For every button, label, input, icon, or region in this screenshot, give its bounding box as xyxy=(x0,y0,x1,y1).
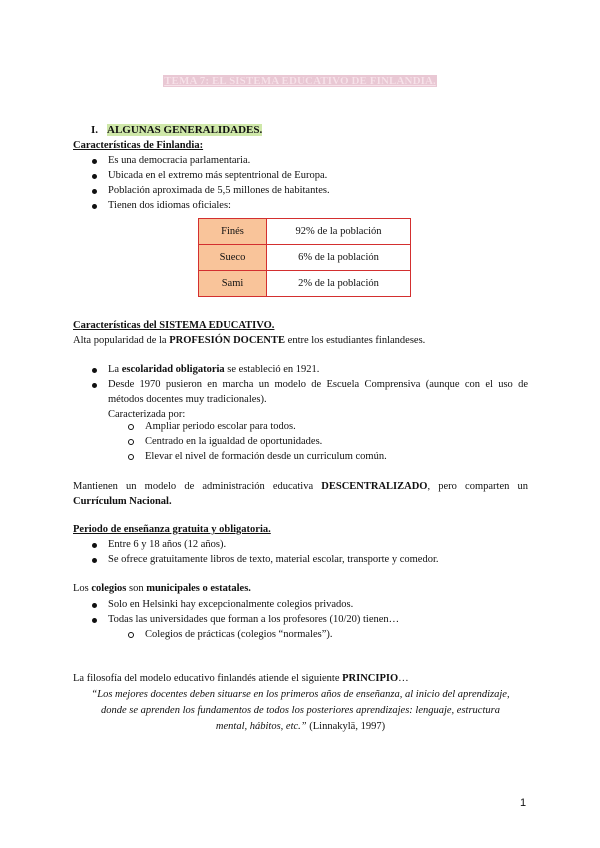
list-item-continuation: métodos docentes muy tradicionales). xyxy=(108,394,267,405)
section-1-number: I. xyxy=(91,124,99,136)
language-name: Sami xyxy=(199,271,267,297)
language-name: Sueco xyxy=(199,245,267,271)
administration-paragraph xyxy=(73,481,528,492)
principle-paragraph xyxy=(73,673,409,684)
list-item: Todas las universidades que forman a los profesores (10/20) tienen… xyxy=(108,614,400,625)
bullet-icon xyxy=(92,159,97,164)
page-title xyxy=(0,75,600,87)
list-item: Tienen dos idiomas oficiales: xyxy=(108,200,231,211)
text-span: Alta popularidad de la xyxy=(73,335,170,346)
text-span: se estableció en 1921. xyxy=(224,364,320,375)
quote-line: “Los mejores docentes deben situarse en los primeros años de enseñanza, al inicio del aprendizaje, xyxy=(91,689,510,700)
bullet-icon xyxy=(92,368,97,373)
list-item: Ubicada en el extremo más septentrional de Europa. xyxy=(108,170,328,181)
table-row xyxy=(199,245,411,271)
text-span: Mantienen un modelo de administración educativa xyxy=(73,481,322,492)
list-item: Entre 6 y 18 años (12 años). xyxy=(108,539,227,550)
bullet-icon xyxy=(92,558,97,563)
page-number: 1 xyxy=(520,797,527,809)
bullet-icon xyxy=(92,174,97,179)
period-heading: Periodo de enseñanza gratuita y obligatoria. xyxy=(73,524,271,535)
bold-text: PRINCIPIO xyxy=(342,673,399,684)
list-item: Solo en Helsinki hay excepcionalmente colegios privados. xyxy=(108,599,354,610)
section-1-heading xyxy=(107,124,262,136)
text-span: Los xyxy=(73,583,92,594)
circle-bullet-icon xyxy=(128,424,134,430)
list-item: Se ofrece gratuitamente libros de texto, material escolar, transporte y comedor. xyxy=(108,554,439,565)
list-item: Ampliar periodo escolar para todos. xyxy=(145,421,296,432)
bold-text: colegios xyxy=(91,583,127,594)
bullet-icon xyxy=(92,618,97,623)
quote-citation: (Linnakylä, 1997) xyxy=(306,721,386,732)
list-item: Colegios de prácticas (colegios “normales”). xyxy=(145,629,333,640)
quote-line xyxy=(73,719,528,735)
bullet-icon xyxy=(92,603,97,608)
list-item: Es una democracia parlamentaria. xyxy=(108,155,251,166)
list-item xyxy=(108,364,319,375)
quote-line: donde se aprenden los fundamentos de todos los posteriores aprendizajes: lenguaje, estructura xyxy=(101,705,500,716)
text-span: … xyxy=(398,673,409,684)
table-row xyxy=(199,219,411,245)
list-item: Centrado en la igualdad de oportunidades. xyxy=(145,436,323,447)
principle-quote xyxy=(73,687,528,735)
language-share: 2% de la población xyxy=(267,271,411,297)
text-span: , pero comparten un xyxy=(427,481,528,492)
text-span: entre los estudiantes finlandeses. xyxy=(285,335,426,346)
circle-bullet-icon xyxy=(128,454,134,460)
circle-bullet-icon xyxy=(128,632,134,638)
bold-text: DESCENTRALIZADO xyxy=(321,481,428,492)
list-item: Población aproximada de 5,5 millones de habitantes. xyxy=(108,185,330,196)
language-share: 6% de la población xyxy=(267,245,411,271)
quote-text: mental, hábitos, etc.” xyxy=(215,721,307,732)
text-span: La xyxy=(108,364,122,375)
finland-characteristics-heading: Características de Finlandia: xyxy=(73,140,204,151)
bullet-icon xyxy=(92,543,97,548)
list-item: Elevar el nivel de formación desde un curriculum común. xyxy=(145,451,387,462)
teacher-popularity-paragraph xyxy=(73,335,425,346)
circle-bullet-icon xyxy=(128,439,134,445)
languages-table xyxy=(198,218,411,297)
characterized-label: Caracterizada por: xyxy=(108,409,186,420)
list-item: Desde 1970 pusieron en marcha un modelo de Escuela Comprensiva (aunque con el uso de xyxy=(108,379,528,390)
schools-paragraph xyxy=(73,583,251,594)
page-title-text: TEMA 7: EL SISTEMA EDUCATIVO DE FINLANDIA. xyxy=(164,75,436,87)
text-span: son xyxy=(126,583,147,594)
section-1-heading-text: ALGUNAS GENERALIDADES. xyxy=(107,124,263,136)
bullet-icon xyxy=(92,204,97,209)
table-row xyxy=(199,271,411,297)
bullet-icon xyxy=(92,189,97,194)
language-share: 92% de la población xyxy=(267,219,411,245)
bold-text: municipales o estatales. xyxy=(146,583,251,594)
administration-paragraph-line2: Currículum Nacional. xyxy=(73,496,172,507)
language-name: Finés xyxy=(199,219,267,245)
bullet-icon xyxy=(92,383,97,388)
bold-text: escolaridad obligatoria xyxy=(121,364,225,375)
education-system-heading: Características del SISTEMA EDUCATIVO. xyxy=(73,320,275,331)
bold-text: PROFESIÓN DOCENTE xyxy=(169,335,286,346)
text-span: La filosofía del modelo educativo finlandés atiende el siguiente xyxy=(73,673,343,684)
